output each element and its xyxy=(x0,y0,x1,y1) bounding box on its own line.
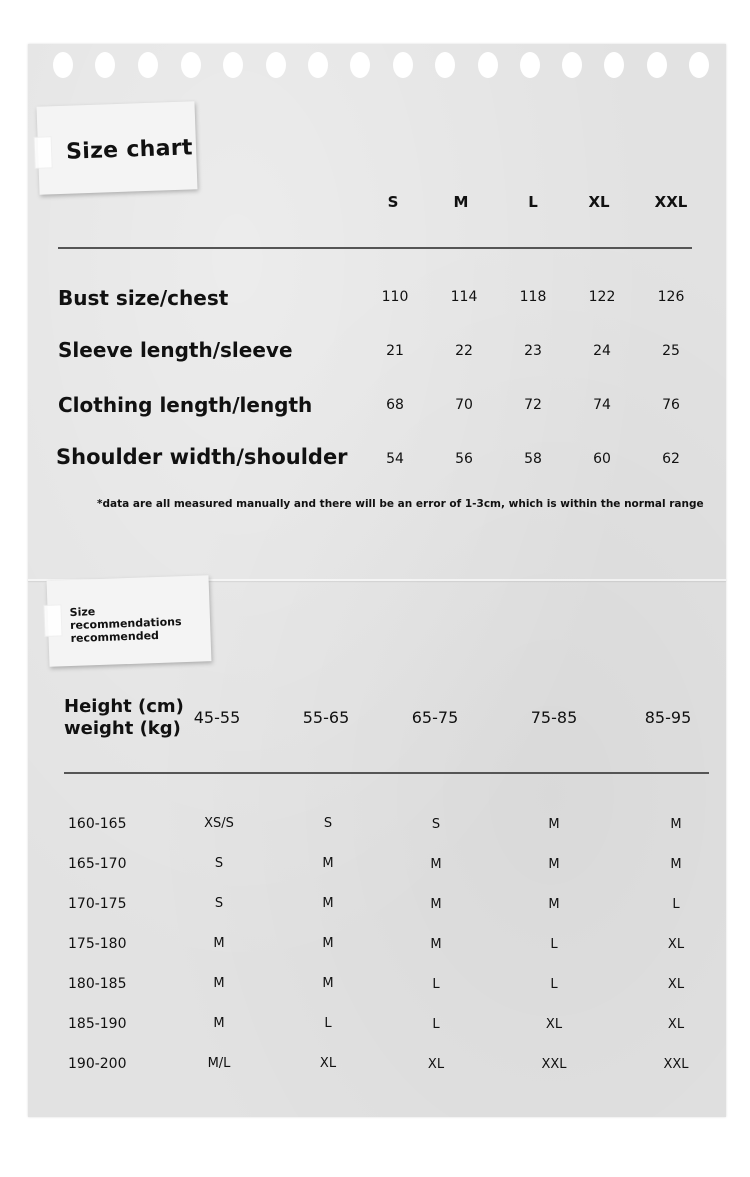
table-cell: 110 xyxy=(381,289,409,305)
rec-cell: M xyxy=(213,936,225,951)
table-cell: 22 xyxy=(455,343,473,359)
height-label: 160-165 xyxy=(68,816,127,832)
table-cell: 54 xyxy=(386,451,404,467)
weight-header-label: weight (kg) xyxy=(64,718,181,739)
rec-cell: M xyxy=(670,817,682,832)
table-cell: 62 xyxy=(662,451,680,467)
hole xyxy=(53,52,73,78)
hole xyxy=(520,52,540,78)
rec-cell: M xyxy=(548,817,560,832)
rec-cell: M xyxy=(548,897,560,912)
hole xyxy=(308,52,328,78)
rec-cell: S xyxy=(214,896,224,911)
height-label: 190-200 xyxy=(68,1056,127,1072)
height-label: 185-190 xyxy=(68,1016,127,1032)
rec-cell: XXL xyxy=(663,1057,689,1072)
row-label-bust: Bust size/chest xyxy=(58,286,229,310)
rec-cell: M xyxy=(322,896,334,911)
table-cell: 68 xyxy=(386,397,404,413)
table-cell: 23 xyxy=(524,343,542,359)
hole xyxy=(689,52,709,78)
rec-cell: M xyxy=(548,857,560,872)
height-label: 180-185 xyxy=(68,976,127,992)
rec-cell: L xyxy=(550,977,558,992)
rec-cell: M/L xyxy=(207,1056,231,1071)
table-cell: 126 xyxy=(657,289,685,305)
rec-cell: M xyxy=(430,857,442,872)
rec-cell: XL xyxy=(667,937,685,952)
rec-cell: XL xyxy=(319,1056,337,1071)
size-header-xl: XL xyxy=(588,193,610,211)
row-label-sleeve: Sleeve length/sleeve xyxy=(58,338,293,362)
rec-cell: M xyxy=(322,856,334,871)
punched-holes xyxy=(0,0,750,90)
table-cell: 24 xyxy=(593,343,611,359)
hole xyxy=(647,52,667,78)
rec-cell: M xyxy=(213,1016,225,1031)
rec-cell: M xyxy=(322,936,334,951)
rec-cell: M xyxy=(670,857,682,872)
rec-cell: S xyxy=(431,817,441,832)
rec-cell: S xyxy=(323,816,333,831)
rec-cell: XL xyxy=(545,1017,563,1032)
table-cell: 74 xyxy=(593,397,611,413)
hole xyxy=(350,52,370,78)
size-header-m: M xyxy=(453,193,469,211)
hole xyxy=(604,52,624,78)
row-label-length: Clothing length/length xyxy=(58,393,313,417)
rec-cell: L xyxy=(550,937,558,952)
hole xyxy=(95,52,115,78)
hole xyxy=(562,52,582,78)
size-chart-divider xyxy=(58,247,692,249)
height-label: 165-170 xyxy=(68,856,127,872)
rec-cell: XXL xyxy=(541,1057,567,1072)
hole xyxy=(181,52,201,78)
rec-cell: XL xyxy=(667,977,685,992)
measurement-note: *data are all measured manually and there will be an error of 1-3cm, which is within the normal range xyxy=(97,498,704,510)
tape-strip xyxy=(43,604,62,637)
weight-header: 85-95 xyxy=(644,708,692,727)
table-cell: 58 xyxy=(524,451,542,467)
weight-header: 55-65 xyxy=(302,708,350,727)
rec-cell: M xyxy=(322,976,334,991)
table-cell: 56 xyxy=(455,451,473,467)
hole xyxy=(393,52,413,78)
size-chart-title: Size chart xyxy=(65,135,194,165)
rec-cell: M xyxy=(430,937,442,952)
weight-header: 65-75 xyxy=(411,708,459,727)
rec-cell: L xyxy=(432,1017,440,1032)
row-label-shoulder: Shoulder width/shoulder xyxy=(56,445,348,469)
weight-header: 45-55 xyxy=(193,708,241,727)
size-header-s: S xyxy=(387,193,399,211)
table-cell: 118 xyxy=(519,289,547,305)
hole xyxy=(266,52,286,78)
height-label: 170-175 xyxy=(68,896,127,912)
size-header-xxl: XXL xyxy=(654,193,688,211)
rec-cell: L xyxy=(324,1016,332,1031)
size-chart-tag xyxy=(37,101,198,194)
recommendations-divider xyxy=(64,772,709,774)
hole xyxy=(138,52,158,78)
table-cell: 76 xyxy=(662,397,680,413)
recommendations-title: Size recommendations recommended xyxy=(69,605,182,646)
height-weight-header xyxy=(64,696,184,740)
table-cell: 25 xyxy=(662,343,680,359)
hole xyxy=(478,52,498,78)
rec-cell: M xyxy=(430,897,442,912)
recommendations-tag xyxy=(47,575,212,667)
weight-header: 75-85 xyxy=(530,708,578,727)
rec-cell: S xyxy=(214,856,224,871)
rec-cell: XL xyxy=(427,1057,445,1072)
height-header-label: Height (cm) xyxy=(64,696,184,717)
rec-cell: XS/S xyxy=(204,816,234,831)
height-label: 175-180 xyxy=(68,936,127,952)
table-cell: 21 xyxy=(386,343,404,359)
tape-strip xyxy=(34,136,53,169)
hole xyxy=(223,52,243,78)
size-header-l: L xyxy=(528,193,538,211)
rec-cell: L xyxy=(432,977,440,992)
table-cell: 60 xyxy=(593,451,611,467)
table-cell: 72 xyxy=(524,397,542,413)
table-cell: 70 xyxy=(455,397,473,413)
rec-cell: XL xyxy=(667,1017,685,1032)
hole xyxy=(435,52,455,78)
rec-cell: L xyxy=(672,897,680,912)
table-cell: 114 xyxy=(450,289,478,305)
table-cell: 122 xyxy=(588,289,616,305)
rec-cell: M xyxy=(213,976,225,991)
